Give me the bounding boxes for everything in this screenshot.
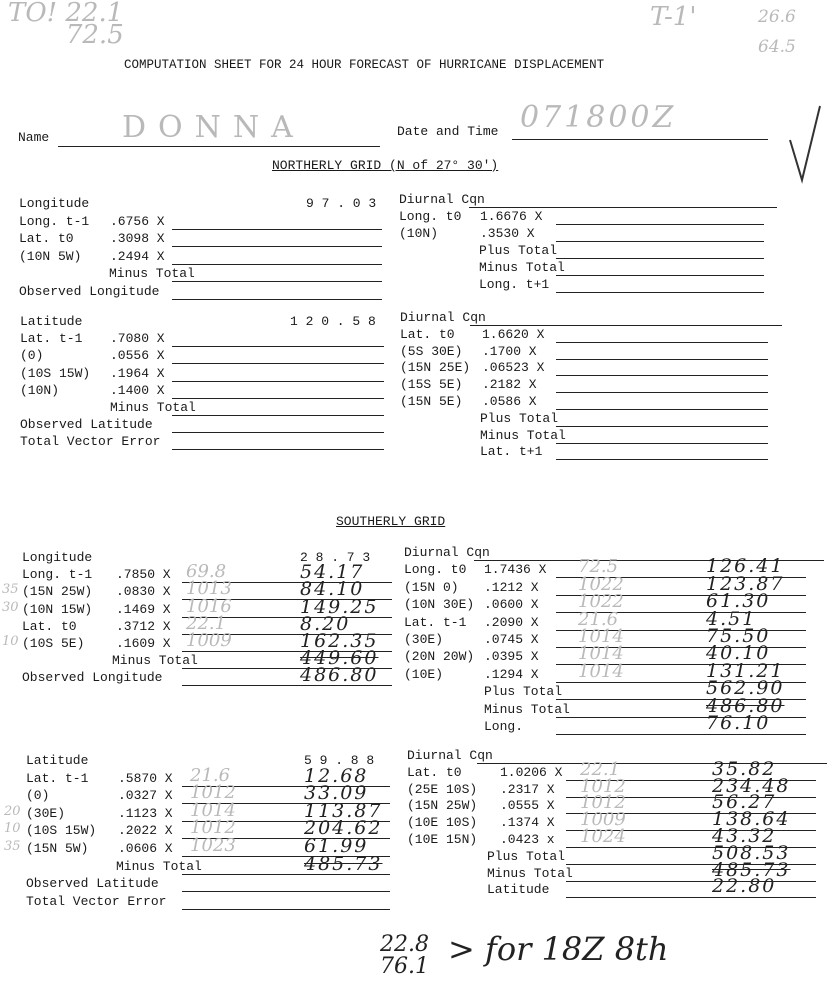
diurnal-line bbox=[556, 275, 764, 276]
entry-line bbox=[172, 415, 384, 416]
diurnal-value[interactable]: 40.10 bbox=[706, 642, 771, 665]
coefficient: .1469 X bbox=[116, 601, 171, 617]
input-value[interactable]: 1009 bbox=[186, 630, 232, 651]
computed-value[interactable]: 9 7 . 0 3 bbox=[306, 196, 377, 211]
row-label: (10N 15W) bbox=[22, 601, 93, 617]
northerly-heading: NORTHERLY GRID (N of 27° 30') bbox=[272, 158, 499, 173]
diurnal-coefficient: .0586 X bbox=[482, 394, 537, 409]
date-line bbox=[512, 139, 768, 140]
row-label: Total Vector Error bbox=[26, 893, 167, 909]
entry-line bbox=[172, 381, 384, 382]
margin-note: 35 bbox=[2, 582, 19, 598]
entry-line bbox=[182, 909, 390, 910]
diurnal-line bbox=[556, 443, 768, 444]
diurnal-label: (10E) bbox=[404, 666, 444, 682]
diurnal-value[interactable]: 22.80 bbox=[712, 875, 777, 898]
row-label: Lat. t0 bbox=[22, 618, 77, 634]
input-value[interactable]: 1023 bbox=[190, 835, 236, 856]
entry-line bbox=[172, 246, 382, 247]
diurnal-value[interactable]: 35.82 bbox=[712, 757, 777, 780]
diurnal-label: (15N 5E) bbox=[400, 394, 463, 409]
diurnal-coefficient: .1212 X bbox=[484, 579, 539, 595]
row-label: (10N) bbox=[20, 382, 60, 398]
diurnal-label: (30E) bbox=[404, 632, 444, 647]
diurnal-value[interactable]: 123.87 bbox=[706, 572, 785, 595]
diurnal-value[interactable]: 234.48 bbox=[712, 774, 791, 797]
computed-value[interactable]: 1 2 0 . 5 8 bbox=[290, 314, 376, 329]
row-label: (10S 5E) bbox=[22, 636, 85, 651]
diurnal-value[interactable]: 562.90 bbox=[706, 677, 785, 700]
corner-note-right: T-1' bbox=[650, 2, 697, 32]
entry-line bbox=[172, 398, 384, 399]
row-label: Lat. t-1 bbox=[26, 770, 89, 786]
row-label: Minus Total bbox=[116, 858, 202, 874]
diurnal-label: Plus Total bbox=[480, 410, 559, 426]
row-label: Observed Latitude bbox=[20, 417, 153, 433]
coefficient: .0606 X bbox=[118, 841, 173, 856]
diurnal-coefficient: .3530 X bbox=[480, 226, 535, 241]
diurnal-label: (15N 0) bbox=[404, 579, 459, 595]
computed-value[interactable]: 5 9 . 8 8 bbox=[304, 753, 375, 768]
diurnal-coefficient: .0555 X bbox=[500, 798, 555, 814]
diurnal-coefficient: .0600 X bbox=[484, 597, 539, 613]
row-label: Observed Longitude bbox=[22, 670, 163, 686]
entry-line bbox=[172, 281, 382, 282]
name-label: Name bbox=[18, 130, 50, 145]
coefficient: .1123 X bbox=[118, 805, 173, 821]
diurnal-coefficient: 1.7436 X bbox=[484, 562, 547, 578]
diurnal-coefficient: .2182 X bbox=[482, 377, 537, 393]
coefficient: .6756 X bbox=[110, 213, 165, 229]
diurnal-value[interactable]: 485.73 bbox=[712, 858, 791, 881]
diurnal-coefficient: .0423 x bbox=[500, 832, 555, 847]
row-label: Longitude bbox=[22, 550, 93, 565]
row-label: (0) bbox=[26, 788, 50, 804]
diurnal-label: Diurnal Cqn bbox=[399, 192, 485, 207]
row-label: Lat. t-1 bbox=[20, 331, 83, 347]
input-value[interactable]: 1013 bbox=[186, 578, 232, 600]
diurnal-line bbox=[566, 897, 816, 898]
input-value[interactable]: 21.6 bbox=[190, 764, 231, 786]
diurnal-line bbox=[469, 207, 777, 208]
diurnal-line bbox=[556, 258, 764, 259]
diurnal-label: Diurnal Cqn bbox=[407, 748, 493, 763]
diurnal-label: (15N 25W) bbox=[407, 798, 478, 814]
coefficient: .3712 X bbox=[116, 618, 171, 634]
diurnal-value[interactable]: 56.27 bbox=[712, 791, 777, 814]
diurnal-value[interactable]: 126.41 bbox=[706, 555, 785, 578]
diurnal-label: (20N 20W) bbox=[404, 649, 475, 665]
corner-note-far-right: 26.6 64.5 bbox=[758, 7, 796, 57]
diurnal-value[interactable]: 76.10 bbox=[706, 712, 771, 734]
diurnal-input[interactable]: 1014 bbox=[578, 660, 624, 682]
diurnal-input[interactable]: 1009 bbox=[580, 809, 626, 831]
diurnal-label: Latitude bbox=[487, 882, 550, 898]
diurnal-line bbox=[556, 409, 768, 410]
diurnal-line bbox=[556, 241, 764, 242]
row-label: Observed Latitude bbox=[26, 876, 159, 892]
row-label: Minus Total bbox=[112, 653, 198, 669]
diurnal-value[interactable]: 61.30 bbox=[706, 590, 771, 613]
coefficient: .0327 X bbox=[118, 788, 173, 804]
diurnal-input[interactable]: 22.1 bbox=[580, 758, 621, 780]
diurnal-label: (15N 25E) bbox=[400, 360, 471, 376]
diurnal-input[interactable]: 1022 bbox=[578, 591, 624, 613]
entry-line bbox=[172, 363, 384, 364]
coefficient: .0830 X bbox=[116, 584, 171, 600]
row-label: (10S 15W) bbox=[26, 823, 97, 839]
row-label: Total Vector Error bbox=[20, 434, 161, 450]
diurnal-input[interactable]: 1022 bbox=[578, 573, 624, 595]
row-label: Latitude bbox=[26, 753, 89, 768]
row-label: Latitude bbox=[20, 314, 83, 329]
input-value[interactable]: 22.1 bbox=[186, 612, 227, 634]
diurnal-label: Long. t0 bbox=[399, 209, 462, 224]
diurnal-coefficient: .06523 X bbox=[482, 360, 545, 376]
input-value[interactable]: 69.8 bbox=[186, 561, 227, 583]
computed-value[interactable]: 84.10 bbox=[300, 578, 365, 601]
margin-note: 20 bbox=[4, 803, 21, 819]
diurnal-value[interactable]: 486.80 bbox=[706, 694, 785, 717]
diurnal-input[interactable]: 21.6 bbox=[578, 608, 619, 630]
row-label: Long. t-1 bbox=[22, 567, 93, 583]
row-label: Observed Longitude bbox=[19, 283, 160, 299]
coefficient: .2022 X bbox=[118, 823, 173, 839]
diurnal-label: Minus Total bbox=[484, 701, 570, 717]
diurnal-coefficient: 1.0206 X bbox=[500, 764, 563, 780]
input-value[interactable]: 1012 bbox=[190, 817, 236, 839]
row-label: Longitude bbox=[19, 196, 90, 211]
diurnal-label: Minus Total bbox=[487, 865, 573, 881]
diurnal-input[interactable]: 1012 bbox=[580, 792, 626, 814]
diurnal-input[interactable]: 1014 bbox=[578, 643, 624, 665]
diurnal-label: Diurnal Cqn bbox=[400, 310, 486, 325]
input-value[interactable]: 1012 bbox=[190, 782, 236, 804]
computed-value[interactable]: 449.60 bbox=[300, 647, 379, 670]
entry-line bbox=[172, 229, 382, 230]
diurnal-label: Diurnal Cqn bbox=[404, 545, 490, 560]
coefficient: .1609 X bbox=[116, 636, 171, 651]
diurnal-label: (10N) bbox=[399, 226, 439, 241]
corner-note-left: TO! 22.1 72.5 bbox=[8, 0, 124, 50]
date-label: Date and Time bbox=[397, 124, 499, 139]
diurnal-label: (25E 10S) bbox=[407, 781, 478, 797]
diurnal-label: Plus Total bbox=[484, 684, 563, 700]
diurnal-value[interactable]: 508.53 bbox=[712, 841, 791, 864]
computed-value[interactable]: 61.99 bbox=[304, 835, 369, 857]
row-label: (0) bbox=[20, 348, 44, 364]
sheet-title: COMPUTATION SHEET FOR 24 HOUR FORECAST OF HURRICANE DISPLACEMENT bbox=[124, 58, 605, 72]
row-label: Minus Total bbox=[110, 400, 196, 415]
input-value[interactable]: 1016 bbox=[186, 595, 232, 617]
diurnal-label: Long. t+1 bbox=[479, 277, 550, 292]
margin-note: 10 bbox=[2, 634, 19, 649]
diurnal-label: Minus Total bbox=[479, 260, 565, 275]
southerly-heading: SOUTHERLY GRID bbox=[336, 514, 446, 529]
diurnal-label: Plus Total bbox=[487, 848, 566, 864]
footnote-text: > for 18Z 8th bbox=[448, 930, 669, 968]
diurnal-label: Lat. t-1 bbox=[404, 614, 467, 630]
computed-value[interactable]: 204.62 bbox=[304, 817, 383, 840]
row-label: Lat. t0 bbox=[19, 231, 74, 246]
computed-value[interactable]: 113.87 bbox=[304, 799, 383, 822]
diurnal-coefficient: .1700 X bbox=[482, 343, 537, 359]
diurnal-label: Lat. t0 bbox=[400, 326, 455, 342]
footnote-coords: 22.8 76.1 bbox=[380, 932, 429, 979]
diurnal-line bbox=[556, 224, 764, 225]
diurnal-label: Lat. t+1 bbox=[480, 444, 543, 460]
entry-line bbox=[172, 299, 382, 300]
diurnal-coefficient: 1.6676 X bbox=[480, 209, 543, 224]
diurnal-coefficient: .0745 X bbox=[484, 632, 539, 647]
input-value[interactable]: 1014 bbox=[190, 799, 236, 821]
diurnal-coefficient: .2090 X bbox=[484, 614, 539, 630]
diurnal-line bbox=[556, 734, 806, 735]
coefficient: .7850 X bbox=[116, 567, 171, 583]
entry-line bbox=[172, 449, 384, 450]
diurnal-label: Minus Total bbox=[480, 427, 566, 443]
diurnal-coefficient: .1374 X bbox=[500, 815, 555, 831]
diurnal-value[interactable]: 4.51 bbox=[706, 607, 757, 630]
computed-value[interactable]: 33.09 bbox=[304, 782, 369, 805]
computed-value[interactable]: 162.35 bbox=[300, 630, 379, 652]
diurnal-label: Long. bbox=[484, 719, 524, 734]
computed-value[interactable]: 485.73 bbox=[304, 852, 383, 875]
diurnal-label: Long. t0 bbox=[404, 562, 467, 578]
entry-line bbox=[172, 432, 384, 433]
diurnal-label: (10N 30E) bbox=[404, 597, 475, 613]
diurnal-value[interactable]: 43.32 bbox=[712, 825, 777, 847]
diurnal-value[interactable]: 131.21 bbox=[706, 659, 785, 682]
diurnal-line bbox=[566, 881, 816, 882]
diurnal-line bbox=[556, 342, 768, 343]
row-label: Long. t-1 bbox=[19, 213, 90, 229]
diurnal-label: Plus Total bbox=[479, 243, 558, 258]
diurnal-coefficient: 1.6620 X bbox=[482, 326, 545, 342]
computed-value[interactable]: 149.25 bbox=[300, 595, 379, 618]
row-label: (10S 15W) bbox=[20, 365, 91, 381]
diurnal-value[interactable]: 138.64 bbox=[712, 808, 791, 831]
diurnal-coefficient: .0395 X bbox=[484, 649, 539, 665]
checkmark-icon bbox=[786, 100, 826, 185]
row-label: Minus Total bbox=[109, 266, 195, 281]
row-label: (30E) bbox=[26, 805, 66, 821]
coefficient: .0556 X bbox=[110, 348, 165, 364]
entry-line bbox=[182, 891, 390, 892]
computed-value[interactable]: 486.80 bbox=[300, 664, 379, 687]
margin-note: 30 bbox=[2, 599, 19, 615]
coefficient: .7080 X bbox=[110, 331, 165, 347]
coefficient: .3098 X bbox=[110, 231, 165, 246]
diurnal-line bbox=[556, 392, 768, 393]
diurnal-line bbox=[556, 459, 768, 460]
row-label: (10N 5W) bbox=[19, 248, 82, 264]
diurnal-input[interactable]: 1012 bbox=[580, 775, 626, 797]
coefficient: .2494 X bbox=[110, 248, 165, 264]
coefficient: .1400 X bbox=[110, 382, 165, 398]
row-label: (15N 5W) bbox=[26, 841, 89, 856]
diurnal-label: (5S 30E) bbox=[400, 343, 463, 359]
margin-note: 10 bbox=[4, 821, 21, 837]
coefficient: .5870 X bbox=[118, 770, 173, 786]
computed-value[interactable]: 2 8 . 7 3 bbox=[300, 550, 371, 565]
diurnal-label: (10E 10S) bbox=[407, 815, 478, 831]
diurnal-coefficient: .2317 X bbox=[500, 781, 555, 797]
diurnal-line bbox=[556, 359, 768, 360]
diurnal-input[interactable]: 1014 bbox=[578, 626, 624, 647]
name-value[interactable]: DONNA bbox=[122, 110, 305, 145]
name-line bbox=[58, 146, 380, 147]
diurnal-label: (15S 5E) bbox=[400, 377, 463, 393]
diurnal-coefficient: .1294 X bbox=[484, 666, 539, 682]
entry-line bbox=[172, 346, 384, 347]
diurnal-label: (10E 15N) bbox=[407, 832, 478, 847]
diurnal-line bbox=[556, 375, 768, 376]
diurnal-label: Lat. t0 bbox=[407, 764, 462, 780]
diurnal-input[interactable]: 1024 bbox=[580, 826, 626, 847]
date-value[interactable]: 071800Z bbox=[520, 100, 677, 135]
diurnal-line bbox=[556, 292, 764, 293]
diurnal-value[interactable]: 75.50 bbox=[706, 625, 771, 647]
computed-value[interactable]: 8.20 bbox=[300, 612, 351, 635]
computed-value[interactable]: 54.17 bbox=[300, 561, 365, 584]
coefficient: .1964 X bbox=[110, 365, 165, 381]
entry-line bbox=[172, 264, 382, 265]
margin-note: 35 bbox=[4, 839, 21, 854]
computed-value[interactable]: 12.68 bbox=[304, 764, 369, 787]
diurnal-input[interactable]: 72.5 bbox=[578, 556, 619, 578]
row-label: (15N 25W) bbox=[22, 584, 93, 600]
diurnal-line bbox=[556, 426, 768, 427]
